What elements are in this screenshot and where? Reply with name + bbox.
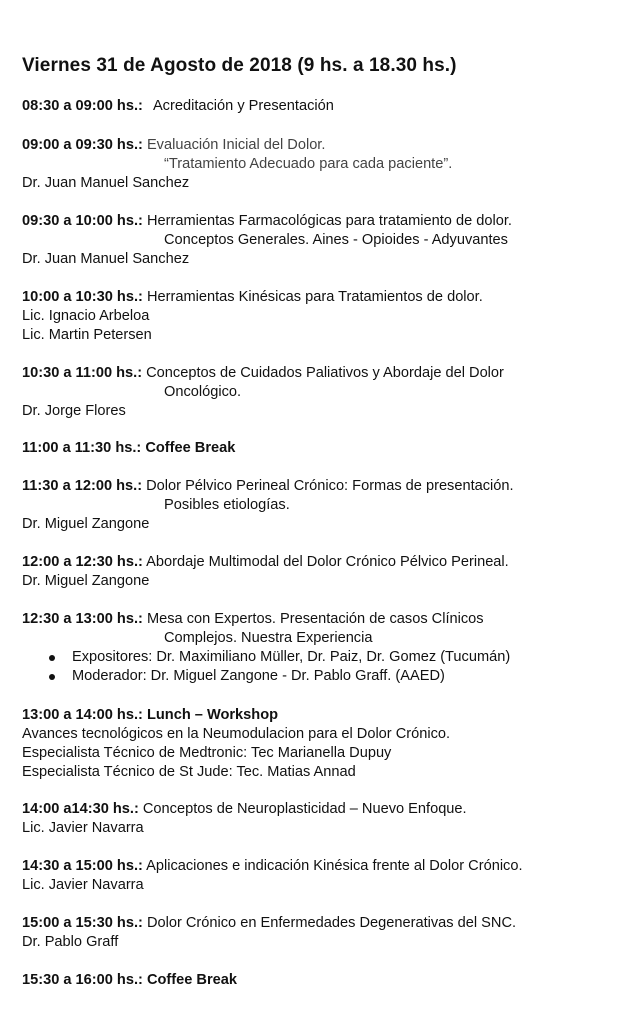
- schedule-entry: [22, 971, 624, 990]
- entry-topic-continued: Complejos. Nuestra Experiencia: [164, 630, 373, 646]
- entry-time: 14:30 a 15:00 hs.:: [22, 858, 143, 874]
- entry-topic: Aplicaciones e indicación Kinésica frente al Dolor Crónico.: [146, 858, 523, 874]
- schedule-entry: [22, 800, 624, 838]
- entry-bullet-list: [22, 648, 624, 686]
- entry-speaker: Dr. Pablo Graff: [22, 934, 119, 950]
- entry-topic: Dolor Crónico en Enfermedades Degenerativas del SNC.: [146, 915, 517, 931]
- entry-speaker: Lic. Javier Navarra: [22, 820, 144, 836]
- entry-topic: Coffee Break: [146, 972, 237, 988]
- entry-topic: Mesa con Expertos. Presentación de casos Clínicos: [146, 611, 484, 627]
- entry-time: 12:30 a 13:00 hs.:: [22, 611, 143, 627]
- entry-speaker: Dr. Miguel Zangone: [22, 516, 150, 532]
- entry-topic-continued: Posibles etiologías.: [164, 497, 290, 513]
- entry-topic: Dolor Pélvico Perineal Crónico: Formas de presentación.: [146, 478, 514, 494]
- entry-speaker: Lic. Javier Navarra: [22, 877, 144, 893]
- schedule-entry: [22, 97, 624, 116]
- entry-time: 15:00 a 15:30 hs.:: [22, 915, 143, 931]
- entry-speaker: Dr. Juan Manuel Sanchez: [22, 175, 190, 191]
- entry-topic: Coffee Break: [145, 440, 236, 456]
- schedule-entry: [22, 914, 624, 952]
- entry-time: 15:30 a 16:00 hs.:: [22, 972, 143, 988]
- entry-topic: Conceptos de Neuroplasticidad – Nuevo Enfoque.: [142, 801, 467, 817]
- schedule-entry: [22, 288, 624, 345]
- entry-time: 11:00 a 11:30 hs.:: [22, 440, 142, 456]
- entry-time: 09:00 a 09:30 hs.:: [22, 137, 143, 153]
- schedule-entry: [22, 706, 624, 782]
- schedule-entry: [22, 136, 624, 193]
- entry-topic: Conceptos de Cuidados Paliativos y Abordaje del Dolor: [146, 365, 504, 381]
- entry-time: 13:00 a 14:00 hs.:: [22, 707, 143, 723]
- entry-speaker: Lic. Ignacio Arbeloa: [22, 308, 150, 324]
- schedule-entry: [22, 610, 624, 686]
- entry-topic-continued: “Tratamiento Adecuado para cada paciente”.: [164, 156, 453, 172]
- entry-topic: Herramientas Kinésicas para Tratamientos de dolor.: [146, 289, 483, 305]
- entry-time: 08:30 a 09:00 hs.:: [22, 98, 143, 114]
- schedule-entry: [22, 857, 624, 895]
- entry-topic-continued: Oncológico.: [164, 384, 242, 400]
- schedule-entry: [22, 212, 624, 269]
- entry-topic-continued: Conceptos Generales. Aines - Opioides - Adyuvantes: [164, 232, 508, 248]
- entry-topic: Herramientas Farmacológicas para tratamiento de dolor.: [146, 213, 512, 229]
- entry-speaker: Lic. Martin Petersen: [22, 327, 152, 343]
- schedule-entry: [22, 439, 624, 458]
- entry-time: 10:00 a 10:30 hs.:: [22, 289, 143, 305]
- entry-description: Especialista Técnico de Medtronic: Tec Marianella Dupuy: [22, 745, 392, 761]
- schedule-entry: [22, 553, 624, 591]
- entry-topic: Acreditación y Presentación: [152, 98, 334, 114]
- list-item: Expositores: Dr. Maximiliano Müller, Dr. Paiz, Dr. Gomez (Tucumán): [22, 648, 624, 667]
- entry-time: 11:30 a 12:00 hs.:: [22, 478, 143, 494]
- entry-time: 12:00 a 12:30 hs.:: [22, 554, 143, 570]
- entry-topic: Lunch – Workshop: [146, 707, 279, 723]
- entry-speaker: Dr. Miguel Zangone: [22, 573, 150, 589]
- schedule-entry: [22, 477, 624, 534]
- page-title: Viernes 31 de Agosto de 2018 (9 hs. a 18.30 hs.): [22, 55, 457, 76]
- schedule-entry: [22, 364, 624, 421]
- entry-time: 14:00 a14:30 hs.:: [22, 801, 139, 817]
- entry-speaker: Dr. Juan Manuel Sanchez: [22, 251, 190, 267]
- list-item: Moderador: Dr. Miguel Zangone - Dr. Pablo Graff. (AAED): [22, 667, 624, 686]
- entry-speaker: Dr. Jorge Flores: [22, 403, 126, 419]
- entry-topic: Evaluación Inicial del Dolor.: [146, 137, 326, 153]
- entry-description: Avances tecnológicos en la Neumodulacion para el Dolor Crónico.: [22, 726, 451, 742]
- entry-topic: Abordaje Multimodal del Dolor Crónico Pélvico Perineal.: [146, 554, 509, 570]
- entry-description: Especialista Técnico de St Jude: Tec. Matias Annad: [22, 764, 356, 780]
- entry-time: 10:30 a 11:00 hs.:: [22, 365, 143, 381]
- entry-time: 09:30 a 10:00 hs.:: [22, 213, 143, 229]
